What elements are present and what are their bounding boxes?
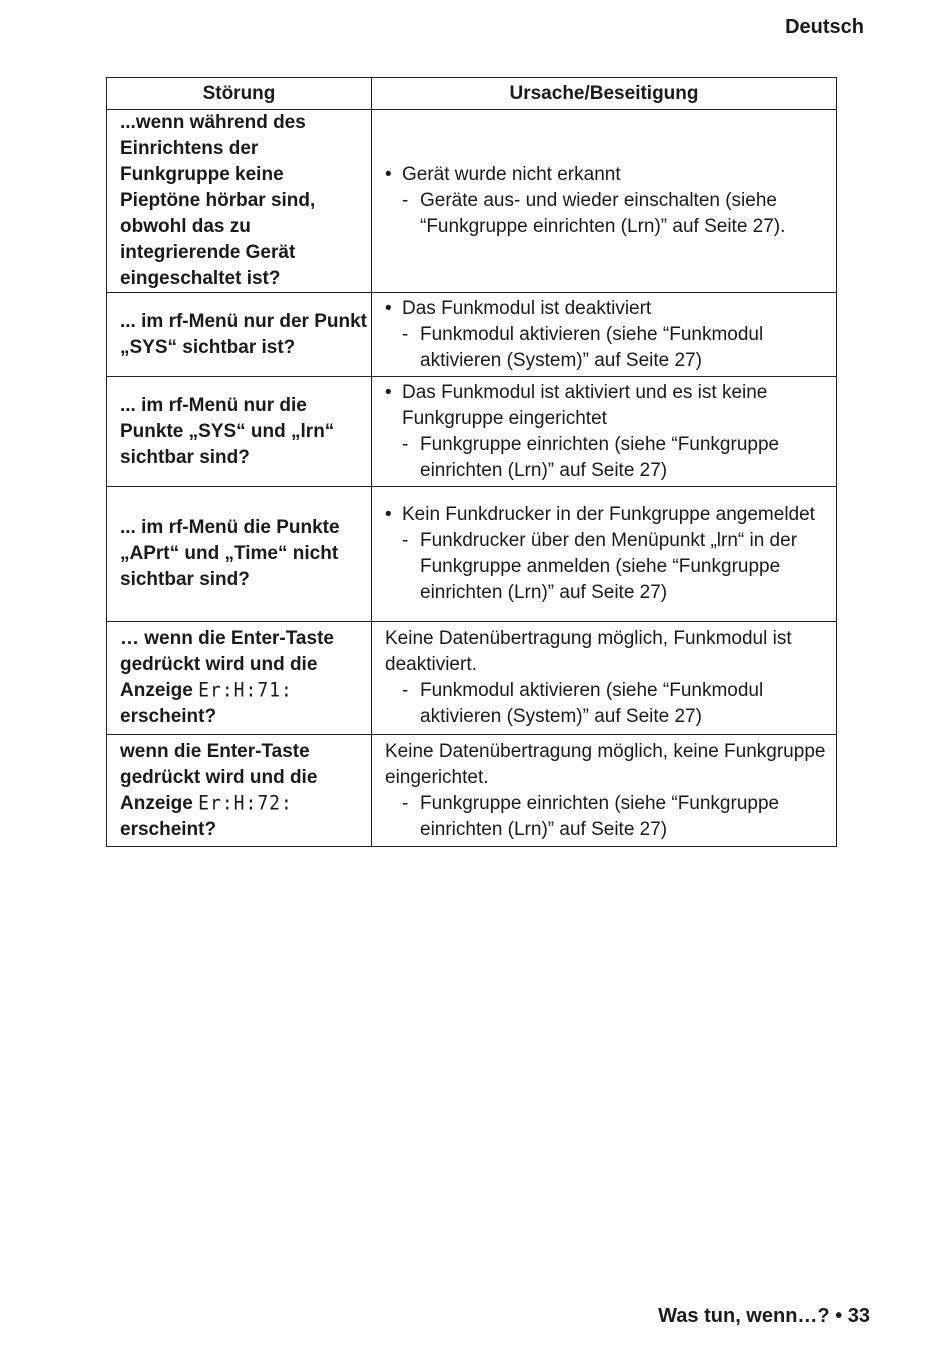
cause-text: Gerät wurde nicht erkannt — [402, 164, 621, 185]
action-item — [385, 678, 830, 730]
dash-icon: - — [402, 190, 409, 211]
table-row — [107, 622, 837, 735]
problem-text: … wenn die Enter-Taste gedrückt wird und die Anzeige — [120, 628, 334, 701]
cause-text: Keine Datenübertragung möglich, Funkmodul ist deaktiviert. — [385, 628, 792, 675]
solution-cell — [372, 487, 837, 622]
cause-item — [385, 162, 830, 188]
table-row — [107, 293, 837, 377]
cause-text: Kein Funkdrucker in der Funkgruppe angemeldet — [402, 504, 815, 525]
page-footer: Was tun, wenn…? • 33 — [658, 1305, 870, 1327]
problem-text: ... im rf-Menü nur der Punkt „SYS“ sichtbar ist? — [120, 310, 368, 358]
table-header-row — [107, 78, 837, 110]
cause-item — [385, 380, 830, 432]
table-row — [107, 377, 837, 487]
problem-cell — [107, 487, 372, 622]
solution-cell — [372, 110, 837, 293]
action-text: Funkmodul aktivieren (siehe “Funkmodul aktivieren (System)” auf Seite 27) — [420, 323, 764, 371]
solution-cell — [372, 735, 837, 847]
solution-cell — [372, 293, 837, 377]
cause-text: Keine Datenübertragung möglich, keine Funkgruppe eingerichtet. — [385, 740, 826, 788]
dash-icon: - — [402, 433, 409, 455]
table-row — [107, 110, 837, 293]
cause-text: Das Funkmodul ist aktiviert und es ist keine Funkgruppe eingerichtet — [402, 381, 768, 429]
cause-text: Das Funkmodul ist deaktiviert — [402, 297, 652, 319]
troubleshooting-table — [106, 77, 837, 847]
lcd-error-code: Er:H:72: — [198, 791, 293, 815]
action-item — [385, 322, 830, 374]
bullet-icon: • — [385, 297, 392, 319]
action-text: Funkgruppe einrichten (siehe “Funkgruppe einrichten (Lrn)” auf Seite 27) — [420, 792, 780, 840]
problem-cell — [107, 622, 372, 735]
action-text: Funkgruppe einrichten (siehe “Funkgruppe einrichten (Lrn)” auf Seite 27) — [420, 433, 780, 481]
action-item — [385, 528, 830, 606]
action-item — [385, 432, 830, 484]
problem-cell — [107, 110, 372, 293]
dash-icon: - — [402, 792, 409, 814]
problem-text: ... im rf-Menü die Punkte „APrt“ und „Time“ nicht sichtbar sind? — [120, 517, 340, 590]
action-item — [385, 791, 830, 843]
action-text: Funkmodul aktivieren (siehe “Funkmodul aktivieren (System)” auf Seite 27) — [420, 680, 764, 727]
problem-text: ...wenn während des Einrichtens der Funkgruppe keine Pieptöne hörbar sind, obwohl das zu integrierende Gerät eingeschaltet ist? — [120, 112, 316, 289]
bullet-icon: • — [385, 381, 392, 403]
dash-icon: - — [402, 323, 409, 345]
problem-cell — [107, 735, 372, 847]
problem-text-end: erscheint? — [120, 818, 217, 840]
problem-text: ... im rf-Menü nur die Punkte „SYS“ und „lrn“ sichtbar sind? — [120, 394, 335, 468]
dash-icon: - — [402, 680, 409, 701]
cause-item — [385, 502, 830, 528]
solution-cell — [372, 622, 837, 735]
table-row — [107, 735, 837, 847]
action-item — [385, 188, 830, 240]
bullet-icon: • — [385, 504, 392, 525]
action-text: Geräte aus- und wieder einschalten (siehe “Funkgruppe einrichten (Lrn)” auf Seite 27). — [420, 190, 786, 237]
problem-text-end: erscheint? — [120, 706, 217, 727]
problem-cell — [107, 377, 372, 487]
table-row — [107, 487, 837, 622]
language-label: Deutsch — [785, 16, 864, 38]
column-header-solution: Ursache/Beseitigung — [372, 78, 837, 110]
action-text: Funkdrucker über den Menüpunkt „lrn“ in der Funkgruppe anmelden (siehe “Funkgruppe einrichten (Lrn)” auf Seite 27) — [420, 530, 798, 603]
column-header-problem: Störung — [107, 78, 372, 110]
problem-text: wenn die Enter-Taste gedrückt wird und die Anzeige — [120, 740, 318, 814]
cause-item — [385, 296, 830, 322]
solution-cell — [372, 377, 837, 487]
problem-cell — [107, 293, 372, 377]
bullet-icon: • — [385, 164, 392, 185]
lcd-error-code: Er:H:71: — [198, 678, 293, 702]
dash-icon: - — [402, 530, 409, 551]
